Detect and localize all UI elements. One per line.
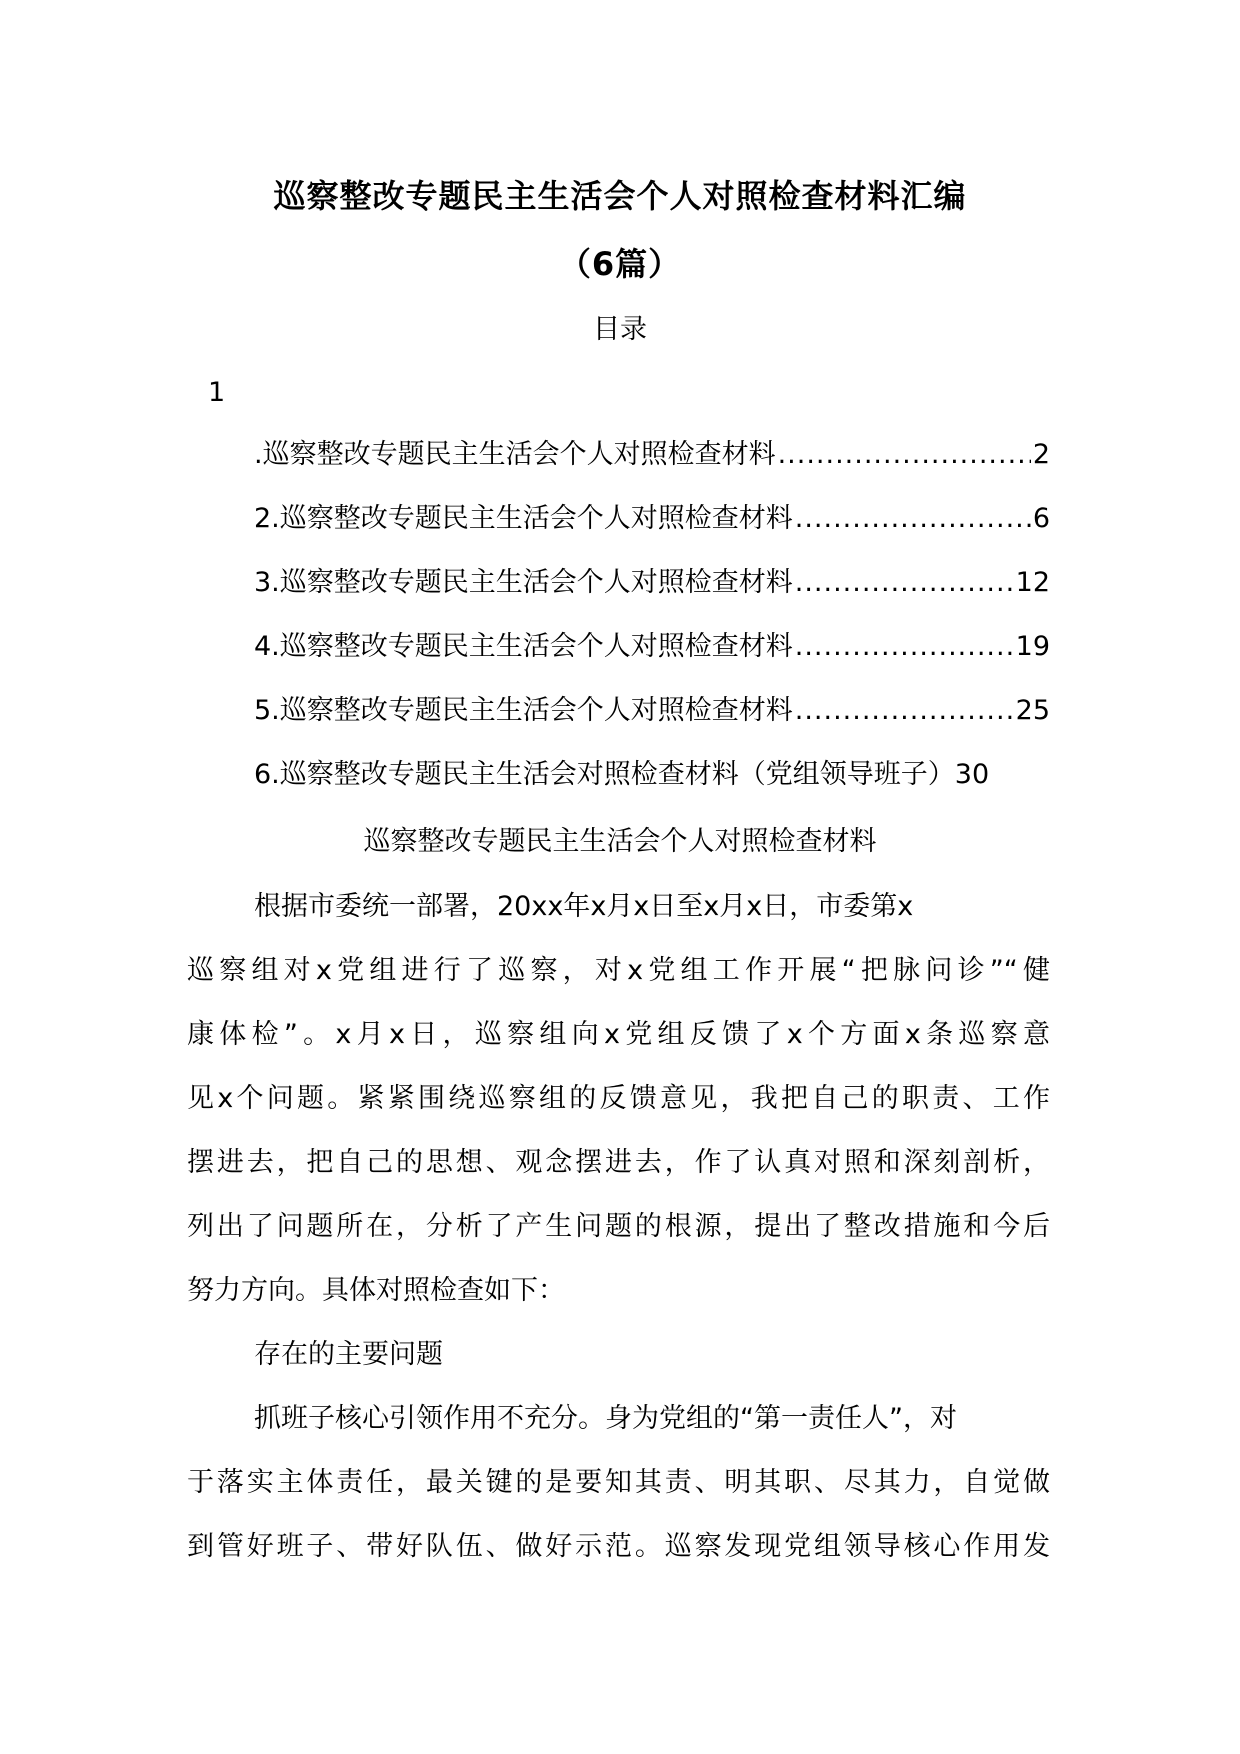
toc-entry[interactable] [254,565,1050,601]
toc-entry[interactable] [254,757,1050,793]
paragraph-line: 抓班子核心引领作用不充分。身为党组的“第一责任人”，对 [254,1403,957,1434]
document-title: 巡察整改专题民主生活会个人对照检查材料汇编 [273,177,967,215]
paragraph-line: 根据市委统一部署，20xx年x月x日至x月x日，市委第x [254,891,914,922]
paragraph-line: 到管好班子、带好队伍、做好示范。巡察发现党组领导核心作用发 [187,1531,1050,1562]
toc-leader-dots [778,437,1031,473]
toc-leader-dots [795,565,1014,601]
toc-number-line: 1 [208,377,226,408]
paragraph-line: 列出了问题所在，分析了产生问题的根源，提出了整改措施和今后 [187,1211,1050,1242]
toc-entry-text: 2.巡察整改专题民主生活会个人对照检查材料 [254,503,793,534]
toc-entry-page: 6 [1032,503,1050,534]
document-subtitle: （6篇） [558,245,682,283]
paragraph-line: 于落实主体责任，最关键的是要知其责、明其职、尽其力，自觉做 [187,1467,1050,1498]
paragraph-line: 努力方向。具体对照检查如下： [187,1275,565,1306]
toc-entry-text: 5.巡察整改专题民主生活会个人对照检查材料 [254,695,793,726]
toc-entry-text: 6.巡察整改专题民主生活会对照检查材料（党组领导班子）30 [254,759,990,790]
toc-entry-page: 12 [1015,567,1050,598]
paragraph-line: 巡察组对x党组进行了巡察，对x党组工作开展“把脉问诊”“健 [187,955,1050,986]
toc-leader-dots [795,629,1014,665]
toc-entry-page: 2 [1032,439,1050,470]
toc-leader-dots [795,693,1014,729]
paragraph-line: 见x个问题。紧紧围绕巡察组的反馈意见，我把自己的职责、工作 [187,1083,1050,1114]
paragraph-line: 摆进去，把自己的思想、观念摆进去，作了认真对照和深刻剖析， [187,1147,1050,1178]
toc-entry[interactable] [254,437,1050,473]
toc-leader-dots [795,501,1031,537]
subheading-problems: 存在的主要问题 [254,1339,443,1370]
section-title: 巡察整改专题民主生活会个人对照检查材料 [363,826,877,857]
toc-entry-text: 4.巡察整改专题民主生活会个人对照检查材料 [254,631,793,662]
toc-entry[interactable] [254,693,1050,729]
toc-entry[interactable] [254,629,1050,665]
toc-entry-page: 19 [1015,631,1050,662]
paragraph-line: 康体检”。x月x日，巡察组向x党组反馈了x个方面x条巡察意 [187,1019,1050,1050]
toc-entry[interactable] [254,501,1050,537]
toc-entry-page: 25 [1015,695,1050,726]
toc-entry-text: .巡察整改专题民主生活会个人对照检查材料 [254,439,776,470]
toc-entry-text: 3.巡察整改专题民主生活会个人对照检查材料 [254,567,793,598]
toc-heading: 目录 [593,314,647,345]
